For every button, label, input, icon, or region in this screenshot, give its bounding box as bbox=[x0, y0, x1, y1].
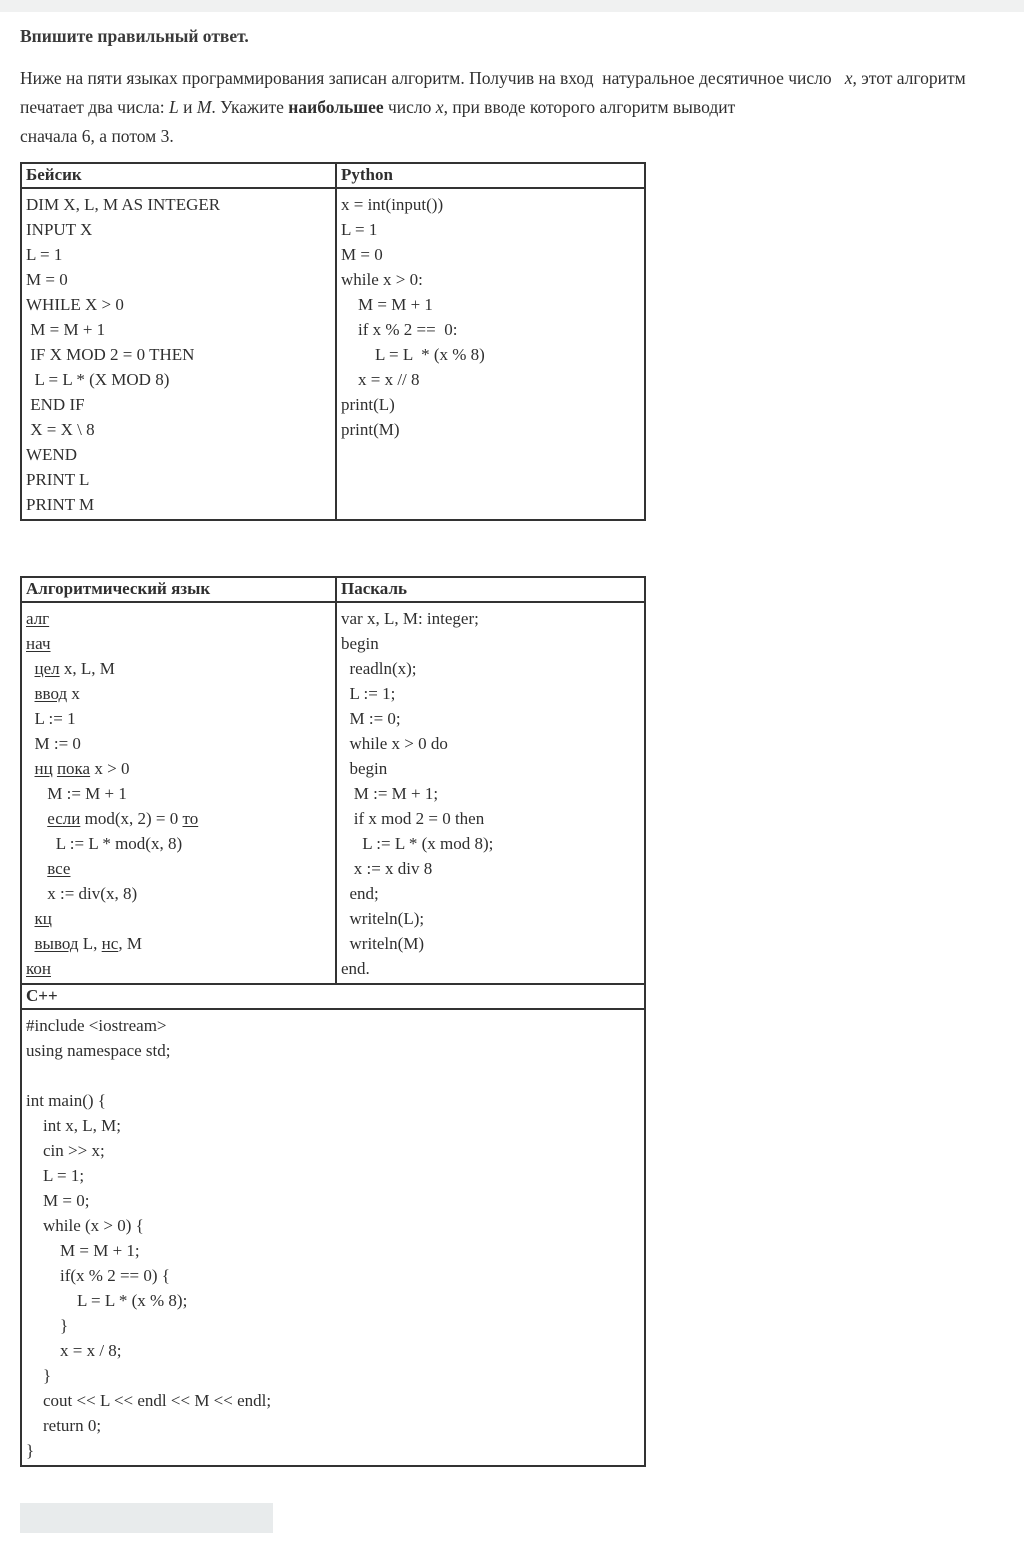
table-header-row bbox=[21, 163, 645, 188]
lang-header-python: Python bbox=[336, 163, 645, 188]
lang-header-pascal: Паскаль bbox=[336, 577, 645, 602]
answer-input[interactable] bbox=[20, 1503, 273, 1533]
table-code-row-cpp bbox=[21, 1009, 645, 1466]
code-basic: DIM X, L, M AS INTEGER INPUT X L = 1 M = 0 WHILE X > 0 M = M + 1 IF X MOD 2 = 0 THEN L = L * (X MOD 8) END IF X = X \ 8 WEND PRINT L PRINT M bbox=[26, 195, 221, 514]
code-algo: алг нач цел x, L, M ввод x L := 1 M := 0 нц пока x > 0 M := M + 1 если mod(x, 2) = 0 то L := L * mod(x, 8) все x := div(x, 8) кц вывод L, нс, M кон bbox=[26, 609, 199, 978]
page-top-bar bbox=[0, 0, 1024, 12]
code-python: x = int(input()) L = 1 M = 0 while x > 0: M = M + 1 if x % 2 == 0: L = L * (x % 8) x = x // 8 print(L) print(M) bbox=[341, 195, 485, 439]
code-pascal: var x, L, M: integer; begin readln(x); L := 1; M := 0; while x > 0 do begin M := M + 1; if x mod 2 = 0 then L := L * (x mod 8); x := x div 8 end; writeln(L); writeln(M) end. bbox=[341, 609, 494, 978]
lang-header-basic: Бейсик bbox=[21, 163, 336, 188]
code-cpp: #include <iostream> using namespace std; int main() { int x, L, M; cin >> x; L = 1; M = 0; while (x > 0) { M = M + 1; if(x % 2 == 0) { L = L * (x % 8); } x = x / 8; } cout << L << endl << M << endl; return 0; } bbox=[26, 1016, 272, 1460]
table-code-row bbox=[21, 188, 645, 520]
code-table-basic-python bbox=[20, 162, 646, 521]
task-content bbox=[0, 26, 1024, 1533]
table-header-row bbox=[21, 577, 645, 602]
page-title: Впишите правильный ответ. bbox=[20, 26, 249, 46]
code-table-algo-pascal-cpp bbox=[20, 576, 646, 1467]
lang-header-algo: Алгоритмический язык bbox=[21, 577, 336, 602]
table-header-row-cpp bbox=[21, 984, 645, 1009]
task-description: Ниже на пяти языках программирования записан алгоритм. Получив на вход натуральное десятичное число x, этот алгоритм печатает два числа: L и M. Укажите наибольшее число x, при вводе которого алгоритм выводит сначала 6, а потом 3. bbox=[20, 68, 966, 146]
lang-header-cpp: C++ bbox=[21, 984, 645, 1009]
table-code-row bbox=[21, 602, 645, 984]
